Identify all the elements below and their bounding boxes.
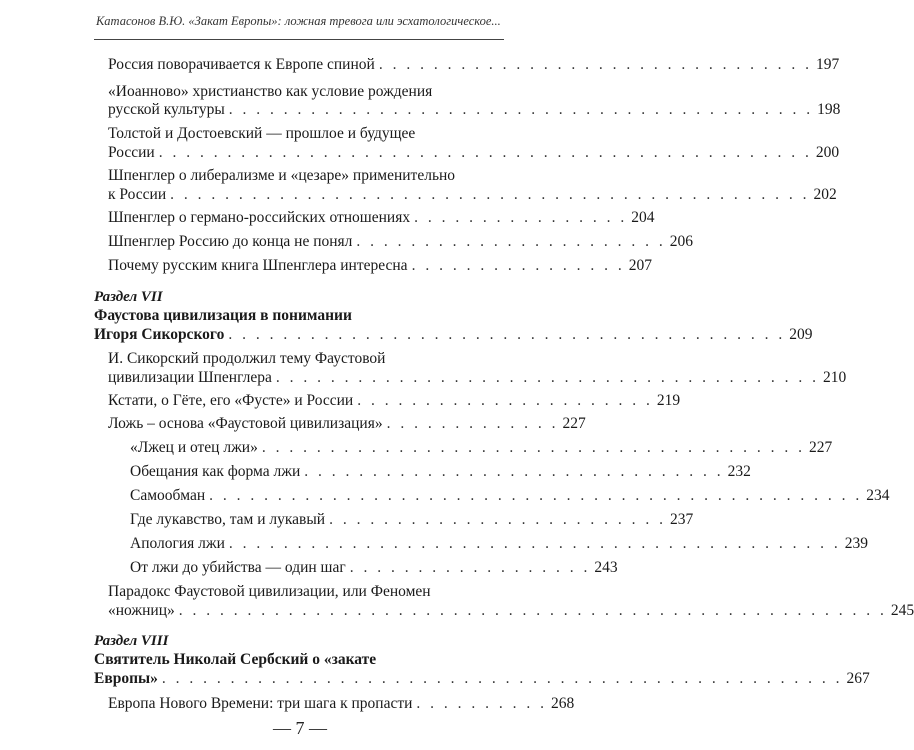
- toc-entry-title: к России: [108, 186, 167, 203]
- toc-entry-title: цивилизации Шпенглера: [108, 369, 272, 386]
- toc-entry[interactable]: [108, 208, 655, 228]
- toc-entry-page: 207: [628, 257, 652, 274]
- leader-dots: . . . . . . . . . . . . . . . . . . . . . . . . . . . . . . . .: [378, 56, 812, 73]
- toc-entry-title: Шпенглер о германо-российских отношениях: [108, 209, 411, 226]
- toc-entry-page: 202: [813, 186, 837, 203]
- leader-dots: . . . . . . . . . . . . .: [386, 415, 559, 432]
- toc-entry-title: «Лжец и отец лжи»: [130, 439, 258, 456]
- toc-entry-title: Где лукавство, там и лукавый: [130, 511, 326, 528]
- toc-section[interactable]: [94, 325, 813, 345]
- header-rule: [94, 39, 504, 40]
- toc-entry-page: 232: [727, 463, 751, 480]
- running-head: Катасонов В.Ю. «Закат Европы»: ложная тревога или эсхатологическое...: [96, 14, 501, 28]
- toc-entry-title: Кстати, о Гёте, его «Фусте» и России: [108, 392, 354, 409]
- leader-dots: . . . . . . . . . . . . . . . . . . . . . . . . . . . . . . . . . . . . . . . .: [275, 369, 820, 386]
- leader-dots: . . . . . . . . . . . . . . . . . . . . . . . . . . . . . . . . . . . . . . . . . . .: [228, 101, 814, 118]
- toc-entry[interactable]: [108, 143, 840, 163]
- toc-entry-page: 204: [631, 209, 655, 226]
- section-page: 267: [846, 670, 870, 687]
- toc-subentry[interactable]: [130, 558, 618, 578]
- toc-entry-page: 210: [823, 369, 847, 386]
- toc-entry-page: 227: [808, 439, 833, 456]
- toc-entry-title: Самообман: [130, 487, 206, 504]
- toc-entry[interactable]: [108, 185, 837, 205]
- toc-entry-title-line1: Парадокс Фаустовой цивилизации, или Феномен: [108, 583, 431, 600]
- leader-dots: . . . . . . . . . . . . . . . . . .: [349, 559, 591, 576]
- toc-entry[interactable]: [108, 232, 694, 252]
- leader-dots: . . . . . . . . . . . . . . . . . . . . . .: [357, 392, 653, 409]
- leader-dots: . . . . . . . . . . . . . . . .: [414, 209, 628, 226]
- toc-entry-title: России: [108, 144, 155, 161]
- section-title: Игоря Сикорского: [94, 326, 225, 343]
- toc-entry-page: 237: [669, 511, 694, 528]
- leader-dots: . . . . . . . . . . . . . . . . . . . . . . . . . . . . . . . . . . . . . . . . . . . . . . .: [170, 186, 810, 203]
- toc-entry-title: От лжи до убийства — один шаг: [130, 559, 346, 576]
- toc-entry-page: 227: [562, 415, 586, 432]
- section-label: Раздел VIII: [94, 633, 169, 649]
- section-title: Европы»: [94, 670, 158, 687]
- leader-dots: . . . . . . . . . . . . . . . . . . . . . . . . . . . . . . .: [304, 463, 724, 480]
- toc-entry-title: Обещания как форма лжи: [130, 463, 301, 480]
- toc-entry[interactable]: [108, 55, 840, 75]
- leader-dots: . . . . . . . . . . . . . . . . . . . . . . . . . . . . . . . . . . . . . . . . .: [228, 326, 786, 343]
- toc-entry-title: Почему русским книга Шпенглера интересна: [108, 257, 408, 274]
- toc-entry-title: Апология лжи: [130, 535, 225, 552]
- leader-dots: . . . . . . . . . . . . . . . . . . . . . . . . . . . . . . . . . . . . . . . . . . . . . . . .: [158, 144, 812, 161]
- toc-entry-page: 234: [866, 487, 890, 504]
- toc-entry-page: 198: [817, 101, 841, 118]
- toc-entry-page: 197: [815, 56, 840, 73]
- toc-entry[interactable]: [108, 256, 652, 276]
- toc-entry-title-line1: И. Сикорский продолжил тему Фаустовой: [108, 350, 386, 367]
- toc-section[interactable]: [94, 669, 870, 689]
- toc-subentry[interactable]: [130, 438, 833, 458]
- toc-entry-title-line1: Толстой и Достоевский — прошлое и будущее: [108, 125, 416, 142]
- leader-dots: . . . . . . . . . . . . . . . . . . . . . . .: [356, 233, 666, 250]
- toc-entry-title: Шпенглер Россию до конца не понял: [108, 233, 353, 250]
- toc-entry[interactable]: [108, 601, 914, 621]
- leader-dots: . . . . . . . . . . . . . . . . . . . . . . . . .: [329, 511, 666, 528]
- toc-subentry[interactable]: [130, 462, 751, 482]
- toc-entry[interactable]: [108, 100, 841, 120]
- leader-dots: . . . . . . . . . . . . . . . . . . . . . . . . . . . . . . . . . . . . . . . . . . . . . . . . . .: [161, 670, 843, 687]
- toc-entry[interactable]: [108, 391, 681, 411]
- toc-entry-title-line1: Шпенглер о либерализме и «цезаре» применительно: [108, 167, 456, 184]
- section-page: 209: [789, 326, 813, 343]
- toc-entry-title-line1: «Иоанново» христианство как условие рождения: [108, 83, 433, 100]
- toc-subentry[interactable]: [130, 486, 890, 506]
- leader-dots: . . . . . . . . . . . . . . . . . . . . . . . . . . . . . . . . . . . . . . . . . . . . . . . .: [209, 487, 863, 504]
- toc-entry-title: Европа Нового Времени: три шага к пропасти: [108, 695, 413, 712]
- section-title-line1: Фаустова цивилизация в понимании: [94, 307, 352, 324]
- toc-subentry[interactable]: [130, 534, 869, 554]
- leader-dots: . . . . . . . . . . . . . . . . . . . . . . . . . . . . . . . . . . . . . . . . . . . . . . . . . . . .: [178, 602, 887, 619]
- leader-dots: . . . . . . . . . . . . . . . . . . . . . . . . . . . . . . . . . . . . . . . .: [261, 439, 805, 456]
- page-number: — 7 —: [273, 718, 327, 738]
- section-label: Раздел VII: [94, 289, 163, 305]
- toc-entry[interactable]: [108, 368, 847, 388]
- toc-entry-page: 200: [815, 144, 840, 161]
- toc-entry-title: «ножниц»: [108, 602, 175, 619]
- toc-entry-title: Россия поворачивается к Европе спиной: [108, 56, 375, 73]
- toc-entry-title: русской культуры: [108, 101, 225, 118]
- section-title-line1: Святитель Николай Сербский о «закате: [94, 651, 377, 668]
- toc-entry-page: 206: [669, 233, 694, 250]
- leader-dots: . . . . . . . . . . . . . . . .: [411, 257, 625, 274]
- toc-subentry[interactable]: [130, 510, 694, 530]
- toc-entry-page: 239: [844, 535, 869, 552]
- leader-dots: . . . . . . . . . .: [416, 695, 548, 712]
- toc-entry-page: 243: [594, 559, 618, 576]
- toc-entry[interactable]: [108, 694, 575, 714]
- toc-entry-page: 245: [890, 602, 914, 619]
- toc-entry-page: 268: [551, 695, 575, 712]
- toc-entry[interactable]: [108, 414, 586, 434]
- toc-entry-page: 219: [656, 392, 681, 409]
- toc-entry-title: Ложь – основа «Фаустовой цивилизация»: [108, 415, 383, 432]
- leader-dots: . . . . . . . . . . . . . . . . . . . . . . . . . . . . . . . . . . . . . . . . . . . . .: [228, 535, 841, 552]
